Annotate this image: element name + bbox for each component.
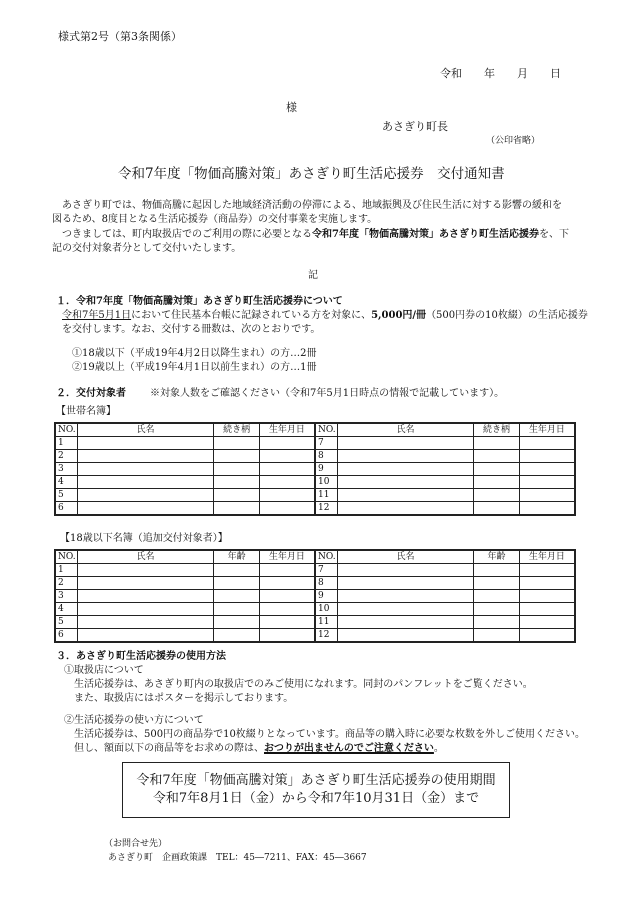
relation-cell[interactable] [214, 463, 260, 476]
intro-p2-line1 [62, 228, 569, 241]
household-register-table [54, 422, 576, 516]
relation-cell[interactable] [214, 489, 260, 502]
table-row [55, 577, 575, 590]
seal-note: （公印省略） [486, 136, 541, 146]
birthdate-cell[interactable] [259, 502, 315, 516]
name-cell[interactable] [337, 590, 474, 603]
birthdate-cell[interactable] [519, 463, 575, 476]
ki-mark: 記 [308, 270, 318, 281]
no-change-warning: おつりが出ませんのでご注意ください [264, 743, 434, 754]
section2-heading: ２．交付対象者 [56, 388, 126, 399]
birthdate-cell[interactable] [519, 577, 575, 590]
usage-period-box [122, 762, 510, 818]
intro-p1-line2: 図るため、8度目となる生活応援券（商品券）の交付事業を実施します。 [52, 214, 378, 225]
col-no: NO. [315, 550, 337, 564]
name-cell[interactable] [337, 577, 474, 590]
intro-p2-text-c: を、下 [538, 229, 569, 240]
row-no: 10 [315, 476, 337, 489]
col-name: 氏名 [77, 423, 214, 437]
row-no: 12 [315, 502, 337, 516]
section1-text-b: において住民基本台帳に記録されている方を対象に、 [131, 310, 372, 321]
birthdate-cell[interactable] [259, 489, 315, 502]
table-row [55, 463, 575, 476]
age-cell[interactable] [474, 629, 520, 643]
name-cell[interactable] [77, 463, 214, 476]
table-row [55, 616, 575, 629]
relation-cell[interactable] [474, 502, 520, 516]
name-cell[interactable] [77, 590, 214, 603]
table2-title: 【18歳以下名簿（追加交付対象者）】 [60, 533, 228, 544]
birthdate-cell[interactable] [519, 450, 575, 463]
relation-cell[interactable] [474, 463, 520, 476]
row-no: 1 [55, 437, 77, 450]
sub2-line2-text-a: 但し、額面以下の商品等をお求めの際は、 [74, 743, 264, 754]
contact-line: あさぎり町 企画政策課 TEL：45―7211、FAX：45―3667 [108, 853, 367, 863]
name-cell[interactable] [77, 564, 214, 577]
row-no: 8 [315, 577, 337, 590]
section3-sub1-line1: 生活応援券は、あさぎり町内の取扱店でのみご使用になれます。同封のパンフレットをご覧ください。 [74, 679, 533, 690]
name-cell[interactable] [337, 450, 474, 463]
birthdate-cell[interactable] [259, 616, 315, 629]
name-cell[interactable] [337, 502, 474, 516]
col-birthdate: 生年月日 [519, 423, 575, 437]
col-name: 氏名 [337, 423, 474, 437]
col-birthdate: 生年月日 [259, 550, 315, 564]
table-row [55, 629, 575, 643]
age-cell[interactable] [474, 577, 520, 590]
birthdate-cell[interactable] [519, 489, 575, 502]
section1-heading: １．令和7年度「物価高騰対策」あさぎり町生活応援券について [56, 296, 343, 307]
row-no: 9 [315, 463, 337, 476]
birthdate-cell[interactable] [259, 577, 315, 590]
section3-sub2-title: ②生活応援券の使い方について [64, 715, 204, 726]
name-cell[interactable] [77, 489, 214, 502]
relation-cell[interactable] [214, 476, 260, 489]
section3-heading: ３．あさぎり町生活応援券の使用方法 [56, 651, 226, 662]
under18-register-table [54, 549, 576, 643]
birthdate-cell[interactable] [259, 603, 315, 616]
birthdate-cell[interactable] [519, 476, 575, 489]
section3-sub2-line2 [74, 742, 444, 755]
birthdate-cell[interactable] [259, 450, 315, 463]
col-no: NO. [315, 423, 337, 437]
col-age: 年齢 [214, 550, 260, 564]
intro-p2-text-a: つきましては、町内取扱店でのご利用の際に必要となる [62, 229, 312, 240]
row-no: 11 [315, 489, 337, 502]
birthdate-cell[interactable] [519, 616, 575, 629]
table-row [55, 476, 575, 489]
birthdate-cell[interactable] [259, 437, 315, 450]
section1-item1: ①18歳以下（平成19年4月2日以降生まれ）の方…2冊 [72, 348, 317, 359]
relation-cell[interactable] [214, 437, 260, 450]
age-cell[interactable] [474, 564, 520, 577]
name-cell[interactable] [77, 437, 214, 450]
row-no: 5 [55, 616, 77, 629]
name-cell[interactable] [337, 463, 474, 476]
age-cell[interactable] [474, 603, 520, 616]
row-no: 5 [55, 489, 77, 502]
section3-sub1-line2: また、取扱店にはポスターを掲示しております。 [74, 693, 294, 704]
age-cell[interactable] [474, 616, 520, 629]
form-id: 様式第2号（第3条関係） [58, 30, 182, 43]
issuer: あさぎり町長 [382, 120, 448, 133]
sub2-line2-text-c: 。 [433, 743, 444, 754]
birthdate-cell[interactable] [259, 629, 315, 643]
row-no: 7 [315, 437, 337, 450]
col-name: 氏名 [337, 550, 474, 564]
name-cell[interactable] [77, 603, 214, 616]
name-cell[interactable] [77, 502, 214, 516]
row-no: 7 [315, 564, 337, 577]
row-no: 11 [315, 616, 337, 629]
row-no: 4 [55, 603, 77, 616]
row-no: 6 [55, 629, 77, 643]
col-birthdate: 生年月日 [259, 423, 315, 437]
row-no: 4 [55, 476, 77, 489]
col-name: 氏名 [77, 550, 214, 564]
col-relation: 続き柄 [214, 423, 260, 437]
birthdate-cell[interactable] [519, 564, 575, 577]
age-cell[interactable] [214, 577, 260, 590]
name-cell[interactable] [337, 603, 474, 616]
row-no: 9 [315, 590, 337, 603]
intro-p2-text-bold: 令和7年度「物価高騰対策」あさぎり町生活応援券 [312, 229, 539, 240]
table-row [55, 489, 575, 502]
relation-cell[interactable] [214, 502, 260, 516]
table-header-row [55, 423, 575, 437]
table-row [55, 450, 575, 463]
row-no: 2 [55, 577, 77, 590]
birthdate-cell[interactable] [519, 502, 575, 516]
table-row [55, 502, 575, 516]
table-row [55, 603, 575, 616]
birthdate-cell[interactable] [259, 590, 315, 603]
birthdate-cell[interactable] [519, 629, 575, 643]
table-header-row [55, 550, 575, 564]
table-row [55, 590, 575, 603]
col-birthdate: 生年月日 [519, 550, 575, 564]
addressee-suffix: 様 [286, 101, 297, 114]
section3-sub1-title: ①取扱店について [64, 665, 144, 676]
row-no: 1 [55, 564, 77, 577]
age-cell[interactable] [214, 629, 260, 643]
birthdate-cell[interactable] [519, 603, 575, 616]
section1-line1 [62, 309, 588, 322]
row-no: 10 [315, 603, 337, 616]
row-no: 3 [55, 463, 77, 476]
col-age: 年齢 [474, 550, 520, 564]
date-line: 令和 年 月 日 [440, 67, 561, 80]
section1-date: 令和7年5月1日 [62, 310, 132, 321]
name-cell[interactable] [77, 616, 214, 629]
name-cell[interactable] [77, 577, 214, 590]
usage-period-title: 令和7年度「物価高騰対策」あさぎり町生活応援券の使用期間 [136, 773, 496, 788]
name-cell[interactable] [337, 616, 474, 629]
relation-cell[interactable] [474, 489, 520, 502]
birthdate-cell[interactable] [259, 476, 315, 489]
row-no: 12 [315, 629, 337, 643]
age-cell[interactable] [214, 616, 260, 629]
row-no: 3 [55, 590, 77, 603]
section2-note: ※対象人数をご確認ください（令和7年5月1日時点の情報で記載しています）。 [150, 388, 505, 399]
relation-cell[interactable] [474, 450, 520, 463]
name-cell[interactable] [337, 437, 474, 450]
section1-text-d: （500円券の10枚綴）の生活応援券 [426, 310, 588, 321]
row-no: 2 [55, 450, 77, 463]
name-cell[interactable] [337, 476, 474, 489]
section3-sub2-line1: 生活応援券は、500円の商品券で10枚綴りとなっています。商品等の購入時に必要な枚数を外しご使用ください。 [74, 729, 586, 740]
name-cell[interactable] [77, 450, 214, 463]
intro-p1-line1: あさぎり町では、物価高騰に起因した地域経済活動の停滞による、地域振興及び住民生活に対する影響の緩和を [62, 200, 562, 211]
contact-label: （お問合せ先） [104, 839, 168, 849]
birthdate-cell[interactable] [259, 564, 315, 577]
table1-title: 【世帯名簿】 [56, 406, 116, 417]
section1-item2: ②19歳以上（平成19年4月1日以前生まれ）の方…1冊 [72, 362, 317, 373]
section1-amount: 5,000円/冊 [371, 310, 427, 321]
name-cell[interactable] [337, 629, 474, 643]
birthdate-cell[interactable] [519, 437, 575, 450]
intro-p2-line2: 記の交付対象者分として交付いたします。 [52, 243, 242, 254]
row-no: 6 [55, 502, 77, 516]
birthdate-cell[interactable] [519, 590, 575, 603]
birthdate-cell[interactable] [259, 463, 315, 476]
document-title: 令和7年度「物価高騰対策」あさぎり町生活応援券 交付通知書 [118, 166, 505, 182]
col-no: NO. [55, 550, 77, 564]
section1-line2: を交付します。なお、交付する冊数は、次のとおりです。 [62, 324, 321, 335]
name-cell[interactable] [77, 629, 214, 643]
name-cell[interactable] [337, 489, 474, 502]
table-row [55, 564, 575, 577]
name-cell[interactable] [337, 564, 474, 577]
col-no: NO. [55, 423, 77, 437]
relation-cell[interactable] [474, 437, 520, 450]
age-cell[interactable] [214, 564, 260, 577]
relation-cell[interactable] [214, 450, 260, 463]
relation-cell[interactable] [474, 476, 520, 489]
age-cell[interactable] [214, 603, 260, 616]
age-cell[interactable] [474, 590, 520, 603]
col-relation: 続き柄 [474, 423, 520, 437]
age-cell[interactable] [214, 590, 260, 603]
row-no: 8 [315, 450, 337, 463]
table-row [55, 437, 575, 450]
name-cell[interactable] [77, 476, 214, 489]
usage-period-dates: 令和7年8月1日（金）から令和7年10月31日（金）まで [152, 791, 480, 806]
